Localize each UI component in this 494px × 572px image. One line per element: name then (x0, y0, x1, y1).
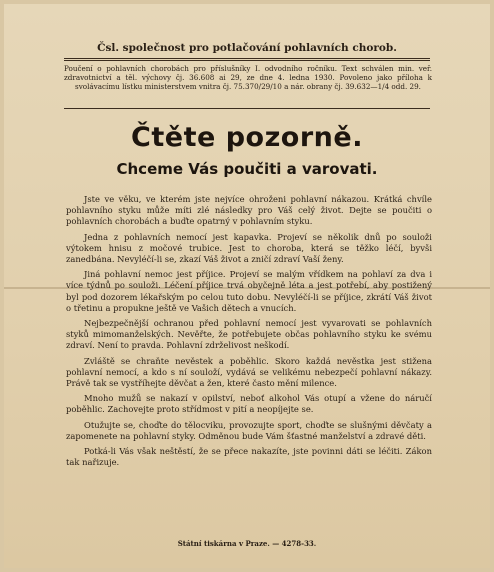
notice-rule (64, 108, 430, 109)
organization-heading: Čsl. společnost pro potlačování pohlavních chorob. (97, 42, 397, 54)
paragraph: Zvláště se chraňte nevěstek a poběhlic. Skoro každá nevěstka jest stižena pohlavní nemocí, a kdo s ní souloží, vydává se velikému nebezpečí pohlavní nákazy. Právě tak se vystříhejte děvčat a žen, které často mění milence. (66, 355, 432, 389)
paragraph: Nejbezpečnější ochranou před pohlavní nemocí jest vyvarovati se pohlavních styků mimomanželských. Nevěřte, že potřebujete občas pohlavního styku ke svému zdraví. Není to pravda. Pohlavní zdrželivost neškodí. (66, 318, 432, 351)
paragraph: Jiná pohlavní nemoc jest příjice. Projeví se malým vřídkem na pohlaví za dva i více týdnů po souloži. Léčení příjice trvá obyčejně léta a jest potřebí, aby postižený byl pod dozorem lékařským po celou tuto dobu. Nevyléčí-li se příjice, zkrátí Váš život o třetinu a propukne ještě ve Vašich dětech a vnucích. (66, 269, 432, 313)
paragraph: Mnoho mužů se nakazí v opilství, neboť alkohol Vás otupí a vžene do náručí poběhlic. Zachovejte proto střídmost v pití a neopíjejte se. (66, 393, 432, 415)
header-rule (64, 58, 430, 59)
header-rule-double (64, 60, 430, 61)
paragraph: Potká-li Vás však neštěstí, že se přece nakazíte, jste povinni dáti se léčiti. Zákon tak nařizuje. (66, 446, 432, 468)
page-subtitle: Chceme Vás poučiti a varovati. (116, 160, 378, 178)
page-title: Čtěte pozorně. (131, 122, 363, 153)
body-text (66, 194, 432, 472)
paragraph: Jedna z pohlavních nemocí jest kapavka. Projeví se několik dnů po souloži výtokem hnisu z močové trubice. Jest to choroba, která se těžko léčí, byvši zanedbána. Nevyléčí-li se, zkazí Váš život a zničí zdraví Vaší ženy. (66, 231, 432, 265)
printer-imprint: Státní tiskárna v Praze. — 4278-33. (177, 539, 317, 548)
document-sheet (4, 4, 490, 568)
paragraph: Jste ve věku, ve kterém jste nejvíce ohroženi pohlavní nákazou. Krátká chvíle pohlavního styku může míti zlé následky pro Váš celý život. Dejte se poučiti o pohlavních chorobách a buďte opatrný v pohlavním styku. (66, 194, 432, 227)
approval-notice: Poučení o pohlavních chorobách pro příslušníky I. odvodního ročníku. Text schválen min. veř. zdravotnictví a těl. výchovy čj. 36.608 ai 29, ze dne 4. ledna 1930. Povoleno jako příloha k svolávacímu lístku ministerstvem vnitra čj. 75.370/29/10 a nár. obrany čj. 39.632—1/4 odd. 29. (64, 64, 432, 92)
paragraph: Otužujte se, choďte do tělocviku, provozujte sport, choďte se slušnými děvčaty a zapomenete na pohlavní styky. Odměnou bude Vám šťastné manželství a zdravé děti. (66, 419, 432, 441)
